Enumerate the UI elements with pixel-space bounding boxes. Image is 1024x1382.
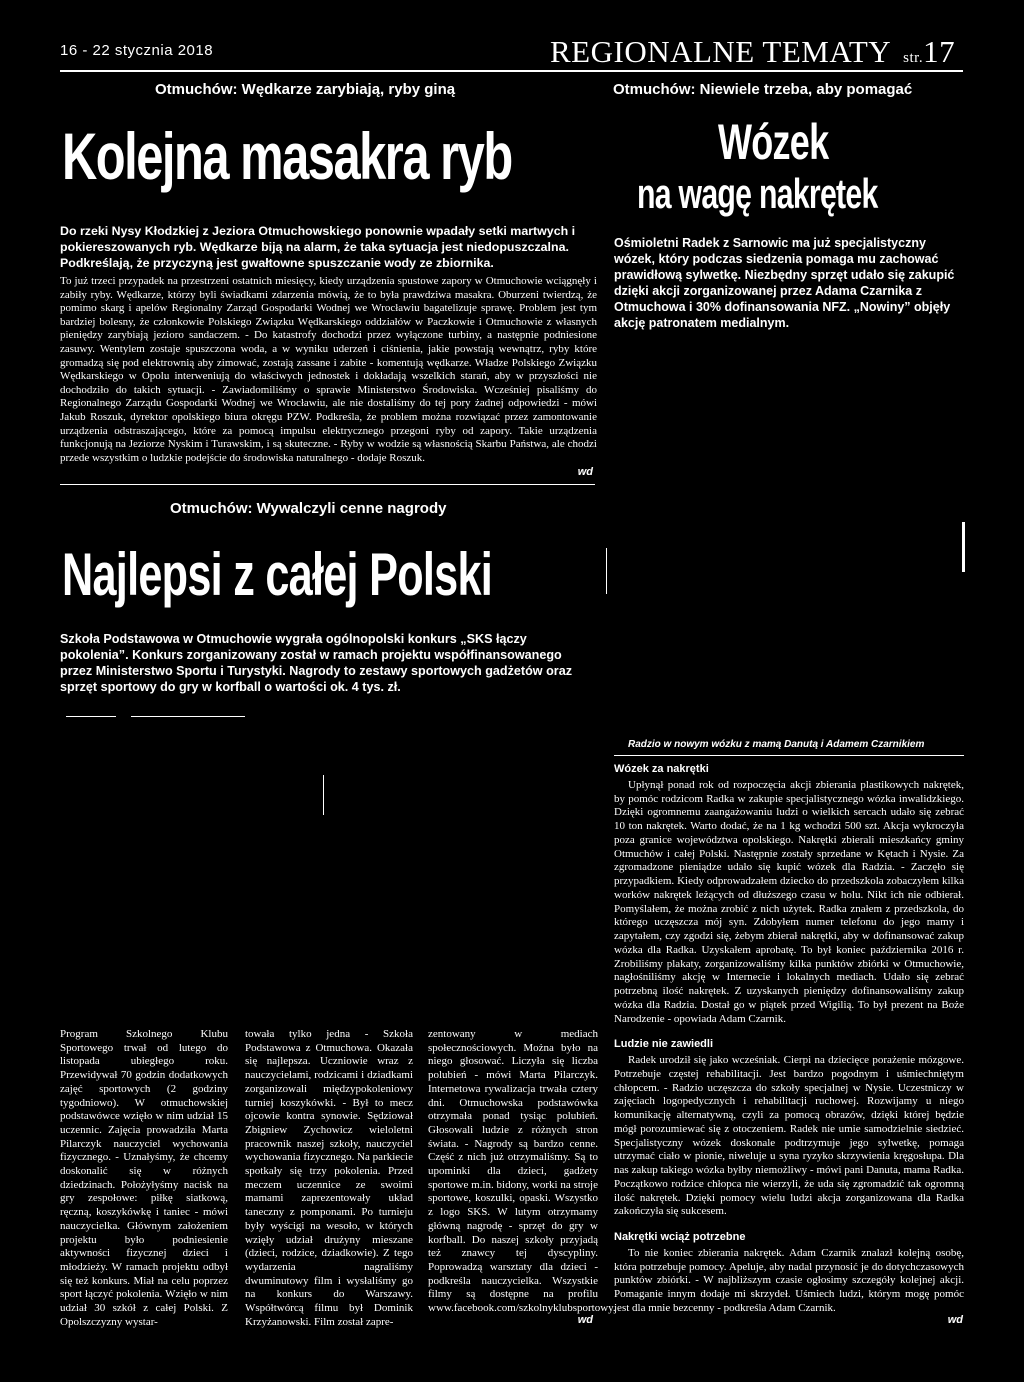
photo-caption: Radzio w nowym wózku z mamą Danutą i Adamem Czarnikiem <box>628 739 925 750</box>
page-label: str. <box>903 50 924 66</box>
article3-paragraph-2: Radek urodził się jako wcześniak. Cierpi na dziecięce porażenie mózgowe. Potrzebuje częstej rehabilitacji. Jest bardzo pogodnym i uśmiechniętym chłopcem. - Radzio uczęszcza do szkoły specjalnej w Nysie. Uczestniczy w zajęciach logopedycznych i rehabilitacji ruchowej. Rozwijamy u niego komunikację alternatywną, czyli za pomocą obrazów, dzięki której będzie mógł porozumiewać się z otoczeniem. Radek nie umie samodzielnie siedzieć. Specjalistyczny wózek doskonale podtrzymuje jego sylwetkę, pomaga utrzymać ciało w pionie, niweluje u syna ryzyko skrzywienia kręgosłupa. Dla nas zakup takiego wózka byłby niemożliwy - mówi pani Danuta, mama Radka. Początkowo rodzice chłopca nie wierzyli, że uda się zgromadzić tak ogromną ilość nakrętek. Dzięki pomocy wielu ludzi akcja zorganizowana dla Radka zakończyła się sukcesem. <box>614 1054 964 1218</box>
article2-headline: Najlepsi z całej Polski <box>62 541 493 608</box>
subheading-nakretki: Nakrętki wciąż potrzebne <box>614 1231 746 1243</box>
article3-lead: Ośmioletni Radek z Sarnowic ma już specjalistyczny wózek, który podczas siedzenia pomaga mu zachować prawidłową sylwetkę. Niezbędny sprzęt udało się zakupić dzięki akcji zorganizowanej przez Adama Czarnika z Otmuchowa i 30% dofinansowania NFZ. „Nowiny” objęły akcję patronatem medialnym. <box>614 236 955 330</box>
article2-column-1: Program Szkolnego Klubu Sportowego trwał od lutego do listopada ubiegłego roku. Przewidywał 70 godzin dodatkowych zajęć sportowych (2 godziny tygodniowo). W otmuchowskiej podstawówce wzięło w nim udział 15 uczennic. Zajęcia prowadziła Marta Pilarczyk nauczyciel wychowania fizycznego. - Uznałyśmy, że chcemy doskonalić się w różnych dziedzinach. Położyłyśmy nacisk na gry zespołowe: piłkę siatkową, ręczną, koszykówkę i taniec - mówi nauczycielka. Głównym założeniem projektu było podniesienie aktywności fizycznej dzieci i młodzieży. W ramach projektu odbył się też konkurs. Miał na celu poprzez sport łączyć pokolenia. Wzięło w nim udział 30 szkół z całej Polski. Z Opolszczyzny wystar- <box>60 1028 228 1328</box>
article1-bottom-rule <box>60 484 595 485</box>
article2-column-2: towała tylko jedna - Szkoła Podstawowa z Otmuchowa. Okazała się najlepsza. Uczniowie wraz z nauczycielami, rodzicami i dziadkami zorganizowali międzypokoleniowy turniej koszykówki. - Był to mecz ojcowie kontra synowie. Sędziował Zbigniew Zychowicz wieloletni pracownik naszej szkoły, nauczyciel wychowania fizycznego. Na parkiecie spotkały się trzy pokolenia. Przed meczem uczennice ze swoimi mamami zaprezentowały układ taneczny z pomponami. Po turnieju były wyścigi na wesoło, w których wzięły udział drużyny mieszane (dzieci, rodzice, dziadkowie). Z tego wydarzenia nagraliśmy dwuminutowy film i wysłaliśmy go na konkurs do Warszawy. Współtwórcą filmu był Dominik Krzyżanowski. Film został zapre- <box>245 1028 413 1328</box>
article3-kicker: Otmuchów: Niewiele trzeba, aby pomagać <box>613 81 913 98</box>
subheading-ludzie: Ludzie nie zawiedli <box>614 1038 714 1051</box>
issue-date: 16 - 22 stycznia 2018 <box>60 42 214 59</box>
divider-line <box>606 548 607 594</box>
rule-fragment <box>131 716 245 717</box>
article1-body: To już trzeci przypadek na przestrzeni ostatnich miesięcy, kiedy urządzenia spustowe zapory w Otmuchowie wciągnęły i zabiły ryby. Wędkarze, którzy byli świadkami zdarzenia mówią, że to była prawdziwa masakra. Oburzeni twierdzą, że pomimo skarg i apelów Regionalny Zarząd Gospodarki Wodnej we Wrocławiu bagatelizuje sprawę. Problem jest tym bardziej bolesny, że członkowie Polskiego Związku Wędkarskiego oddziałów w Paczkowie i Otmuchowie z własnych pieniędzy zarybiają jezioro sandaczem. - Do katastrofy dochodzi przez wyłączone turbiny, a następnie podniesione zasuwy. Wentylem zostaje spuszczona woda, a w wyniku uderzeń i ciśnienia, jakie powstają wewnątrz, ryby które gromadzą się pod elektrownią aby zimować, zostają zassane i zabite - komentują wędkarze. Władze Polskiego Związku Wędkarskiego w Opolu interweniują do właściwych jednostek i dokładają wszelkich starań, aby w przyszłości nie dochodziło do takich sytuacji. - Zawiadomiliśmy o sprawie Ministerstwo Środowiska. Wcześniej pisaliśmy do Regionalnego Zarządu Gospodarki Wodnej we Wrocławiu, ale nie dostaliśmy do tej pory żadnej odpowiedzi - mówi Jakub Roszuk, dyrektor opolskiego biura okręgu PZW. Podkreśla, że problem można rozwiązać przez zamontowanie urządzenia odstraszającego, które za pomocą impulsu elektrycznego przegoni ryby od zapory. Takie urządzenia funkcjonują na Jeziorze Nyskim i Turawskim, i są skuteczne. - Ryby w wodzie są własnością Skarbu Państwa, ale chodzi przede wszystkim o ludzkie podejście do środowiska naturalnego - dodaje Roszuk. <box>60 275 597 464</box>
section-name: REGIONALNE TEMATY <box>550 34 892 69</box>
article3-headline-line2: na wagę nakrętek <box>637 170 878 217</box>
article2-lead: Szkoła Podstawowa w Otmuchowie wygrała ogólnopolski konkurs „SKS łączy pokolenia”. Konkurs zorganizowany został w ramach projektu współfinansowanego przez Ministerstwo Sportu i Turystyki. Nagrody to zestawy sportowych gadżetów oraz sprzęt sportowy do gry w korfball o wartości ok. 4 tys. zł. <box>60 632 572 694</box>
page-number: 17 <box>923 34 956 69</box>
article1-lead: Do rzeki Nysy Kłodzkiej z Jeziora Otmuchowskiego ponownie wpadały setki martwych i pokiereszowanych ryb. Wędkarze biją na alarm, że taka sytuacja jest niedopuszczalna. Podkreślają, że przyczyną jest gwałtowne spuszczanie wody ze zbiornika. <box>60 224 576 270</box>
article1-signature: wd <box>577 466 593 478</box>
caption-rule <box>614 755 964 756</box>
article2-column-3: zentowany w mediach społecznościowych. Można było na niego głosować. Liczyła się liczba polubień - mówi Marta Pilarczyk. Internetowa rywalizacja trwała cztery dni. Otmuchowska podstawówka otrzymała ponad tysiąc polubień. Głosowali ludzie z różnych stron świata. - Nagrody są bardzo cenne. Część z nich już otrzymaliśmy. Są to upominki dla dzieci, gadżety sportowe m.in. bidony, worki na stroje sportowe, koszulki, opaski. Wszystko z logo SKS. W lutym otrzymamy główną nagrodę - sprzęt do gry w korfball. Do naszej szkoły przyjadą też znawcy tej dyscypliny. Poprowadzą warsztaty dla dzieci - podkreśla nauczycielka. Wszystkie filmy są dostępne na profilu www.facebook.com/szkolnyklubsportowy. <box>428 1028 616 1315</box>
subheading-wozek: Wózek za nakrętki <box>614 763 709 775</box>
article3-body <box>614 763 964 1316</box>
photo-edge <box>323 775 324 815</box>
divider-line-right <box>962 522 965 572</box>
article2-signature: wd <box>577 1314 593 1326</box>
article2-kicker: Otmuchów: Wywalczyli cenne nagrody <box>170 500 447 517</box>
article3-paragraph-3: To nie koniec zbierania nakrętek. Adam Czarnik znalazł kolejną osobę, która potrzebuje pomocy. Apeluje, aby nadal przynosić je do dotychczasowych punktów zbiórki. - W najbliższym czasie ogłosimy szczegóły kolejnej akcji. Pomaganie innym dodaje mi skrzydeł. Uśmiech ludzi, którym mogę pomóc jest dla mnie bezcenny - podkreśla Adam Czarnik. <box>614 1246 964 1314</box>
rule-fragment <box>66 716 116 717</box>
article1-kicker: Otmuchów: Wędkarze zarybiają, ryby giną <box>155 81 456 98</box>
article3-headline-line1: Wózek <box>718 114 829 170</box>
header-rule <box>60 70 963 72</box>
article3-signature: wd <box>947 1314 963 1326</box>
section-title <box>550 34 955 70</box>
article3-paragraph-1: Upłynął ponad rok od rozpoczęcia akcji zbierania plastikowych nakrętek, by pomóc rodzicom Radka w zakupie specjalistycznego wózka inwalidzkiego. Dzięki ogromnemu zaangażowaniu ludzi o wielkich sercach udało się zebrać 10 ton nakrętek. Warto dodać, że na 1 kg wchodzi 500 szt. Akcja wykroczyła poza granice województwa opolskiego. Nakrętki zbierali mieszkańcy gminy Otmuchów i całej Polski. Następnie zostały sprzedane w Kętach i Nysie. Za zgromadzone pieniądze udało się kupić wózek dla Radzia. - Zaczęło się przypadkiem. Kiedy odprowadzałem dziecko do przedszkola zobaczyłem kilka worków nakrętek leżących od dłuższego czasu w holu. Nikt ich nie odbierał. Pomyślałem, że można zrobić z nich użytek. Radka znałem z przedszkola, do którego uczęszcza mój syn. Zdobyłem numer telefonu do jego mamy i zapytałem, czy zgodzi się, żebym zbierał nakrętki, aby w dofinansować zakup wózka dla Radka. Uzyskałem aprobatę. To był koniec października 2016 r. Zrobiliśmy plakaty, zorganizowaliśmy kilka punktów zbiórki w Otmuchowie, nagłośniliśmy akcję w Internecie i lokalnych mediach. Udało się zebrać potrzebną ilość nakrętek. Z uzyskanych pieniędzy dofinansowaliśmy zakup wózka dla Radzia. Dostał go w piątek przed Wigilią. To był prezent na Boże Narodzenie - opowiada Adam Czarnik. <box>614 778 964 1025</box>
article1-headline: Kolejna masakra ryb <box>62 119 512 193</box>
